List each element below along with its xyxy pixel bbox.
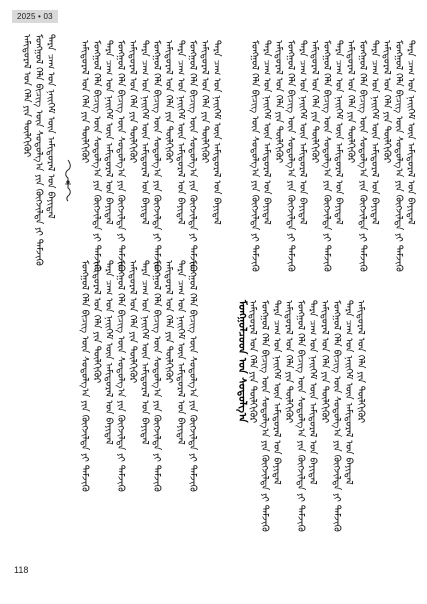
text-line: ᠲᠡᠷᠡ ᠴᠠᠭ ᠤᠨ ᠨᠡᠢᠭᠡᠮ ᠦᠨ ᠠᠮᠢᠳᠤᠷᠠᠯ ᠤᠨ ᠪᠠᠶᠢᠳᠠᠯ	[307, 300, 318, 485]
text-line: ᠮᠣᠩᠭᠣᠯ ᠬᠡᠯᠡ ᠪᠢᠴᠢᠭ ᠦᠨ ᠰᠤᠳᠤᠯᠭ᠎ᠠ ᠶᠢᠨ ᠬᠥᠭᠵᠢᠯᠲᠡ ᠶᠢ ᠳᠡᠮᠵᠢᠬᠦ	[321, 40, 332, 272]
text-line: ᠠᠮᠢᠳᠤᠷᠠᠯ ᠤᠨ ᠬᠡᠯᠡ ᠶᠢᠨ ᠲᠦᠯᠬᠢᠭᠦᠷ	[79, 40, 90, 164]
text-line: ᠮᠣᠩᠭᠣᠯ ᠬᠡᠯᠡ ᠪᠢᠴᠢᠭ ᠦᠨ ᠰᠤᠳᠤᠯᠭ᠎ᠠ ᠶᠢᠨ ᠬᠥᠭᠵᠢᠯᠲᠡ ᠶᠢ ᠳᠡᠮᠵᠢᠬᠦ	[79, 260, 90, 492]
text-line: ᠠᠮᠢᠳᠤᠷᠠᠯ ᠤᠨ ᠬᠡᠯᠡ ᠶᠢᠨ ᠲᠦᠯᠬᠢᠭᠦᠷ	[91, 260, 102, 384]
text-line: ᠲᠡᠷᠡ ᠴᠠᠭ ᠤᠨ ᠨᠡᠢᠭᠡᠮ ᠦᠨ ᠠᠮᠢᠳᠤᠷᠠᠯ ᠤᠨ ᠪᠠᠶᠢᠳᠠᠯ	[175, 260, 186, 445]
mongolian-section-ornament-icon	[63, 158, 73, 202]
text-line: ᠮᠣᠩᠭᠣᠯ ᠬᠡᠯᠡ ᠪᠢᠴᠢᠭ ᠦᠨ ᠰᠤᠳᠤᠯᠭ᠎ᠠ ᠶᠢᠨ ᠬᠥᠭᠵᠢᠯᠲᠡ ᠶᠢ ᠳᠡᠮᠵᠢᠬᠦ	[187, 260, 198, 492]
text-line: ᠲᠡᠷᠡ ᠴᠠᠭ ᠤᠨ ᠨᠡᠢᠭᠡᠮ ᠦᠨ ᠠᠮᠢᠳᠤᠷᠠᠯ ᠤᠨ ᠪᠠᠶᠢᠳᠠᠯ	[139, 40, 150, 225]
text-line: ᠲᠡᠷᠡ ᠴᠠᠭ ᠤᠨ ᠨᠡᠢᠭᠡᠮ ᠦᠨ ᠠᠮᠢᠳᠤᠷᠠᠯ ᠤᠨ ᠪᠠᠶᠢᠳᠠᠯ	[175, 40, 186, 225]
text-line: ᠲᠡᠷᠡ ᠴᠠᠭ ᠤᠨ ᠨᠡᠢᠭᠡᠮ ᠦᠨ ᠠᠮᠢᠳᠤᠷᠠᠯ ᠤᠨ ᠪᠠᠶᠢᠳᠠᠯ	[45, 34, 56, 219]
text-line: ᠠᠮᠢᠳᠤᠷᠠᠯ ᠤᠨ ᠬᠡᠯᠡ ᠶᠢᠨ ᠲᠦᠯᠬᠢᠭᠦᠷ	[319, 300, 330, 424]
text-line: ᠠᠮᠢᠳᠤᠷᠠᠯ ᠤᠨ ᠬᠡᠯᠡ ᠶᠢᠨ ᠲᠦᠯᠬᠢᠭᠦᠷ	[127, 260, 138, 384]
text-line: ᠲᠡᠷᠡ ᠴᠠᠭ ᠤᠨ ᠨᠡᠢᠭᠡᠮ ᠦᠨ ᠠᠮᠢᠳᠤᠷᠠᠯ ᠤᠨ ᠪᠠᠶᠢᠳᠠᠯ	[271, 300, 282, 485]
text-line: ᠠᠮᠢᠳᠤᠷᠠᠯ ᠤᠨ ᠬᠡᠯᠡ ᠶᠢᠨ ᠲᠦᠯᠬᠢᠭᠦᠷ	[273, 40, 284, 164]
text-line: ᠮᠣᠩᠭᠣᠯ ᠬᠡᠯᠡ ᠪᠢᠴᠢᠭ ᠦᠨ ᠰᠤᠳᠤᠯᠭ᠎ᠠ ᠶᠢᠨ ᠬᠥᠭᠵᠢᠯᠲᠡ ᠶᠢ ᠳᠡᠮᠵᠢᠬᠦ	[115, 40, 126, 272]
issue-tag: 2025 • 03	[12, 10, 58, 23]
text-line: ᠮᠣᠩᠭᠣᠯ ᠬᠡᠯᠡ ᠪᠢᠴᠢᠭ ᠦᠨ ᠰᠤᠳᠤᠯᠭ᠎ᠠ ᠶᠢᠨ ᠬᠥᠭᠵᠢᠯᠲᠡ ᠶᠢ ᠳᠡᠮᠵᠢᠬᠦ	[33, 34, 44, 266]
text-line: ᠮᠣᠩᠭᠣᠯ ᠬᠡᠯᠡ ᠪᠢᠴᠢᠭ ᠦᠨ ᠰᠤᠳᠤᠯᠭ᠎ᠠ ᠶᠢᠨ ᠬᠥᠭᠵᠢᠯᠲᠡ ᠶᠢ ᠳᠡᠮᠵᠢᠬᠦ	[393, 40, 404, 272]
text-line: ᠮᠣᠩᠭᠣᠯ ᠬᠡᠯᠡ ᠪᠢᠴᠢᠭ ᠦᠨ ᠰᠤᠳᠤᠯᠭ᠎ᠠ ᠶᠢᠨ ᠬᠥᠭᠵᠢᠯᠲᠡ ᠶᠢ ᠳᠡᠮᠵᠢᠬᠦ	[151, 40, 162, 272]
text-line: ᠲᠡᠷᠡ ᠴᠠᠭ ᠤᠨ ᠨᠡᠢᠭᠡᠮ ᠦᠨ ᠠᠮᠢᠳᠤᠷᠠᠯ ᠤᠨ ᠪᠠᠶᠢᠳᠠᠯ	[211, 40, 222, 225]
text-line: ᠮᠣᠩᠭᠣᠯ ᠬᠡᠯᠡ ᠪᠢᠴᠢᠭ ᠦᠨ ᠰᠤᠳᠤᠯᠭ᠎ᠠ ᠶᠢᠨ ᠬᠥᠭᠵᠢᠯᠲᠡ ᠶᠢ ᠳᠡᠮᠵᠢᠬᠦ	[285, 40, 296, 272]
text-line: ᠠᠮᠢᠳᠤᠷᠠᠯ ᠤᠨ ᠬᠡᠯᠡ ᠶᠢᠨ ᠲᠦᠯᠬᠢᠭᠦᠷ	[247, 300, 258, 424]
text-line: ᠠᠮᠢᠳᠤᠷᠠᠯ ᠤᠨ ᠬᠡᠯᠡ ᠶᠢᠨ ᠲᠦᠯᠬᠢᠭᠦᠷ	[163, 40, 174, 164]
text-line: ᠮᠣᠩᠭᠣᠯ ᠬᠡᠯᠡ ᠪᠢᠴᠢᠭ ᠦᠨ ᠰᠤᠳᠤᠯᠭ᠎ᠠ ᠶᠢᠨ ᠬᠥᠭᠵᠢᠯᠲᠡ ᠶᠢ ᠳᠡᠮᠵᠢᠬᠦ	[249, 40, 260, 272]
text-line: ᠠᠮᠢᠳᠤᠷᠠᠯ ᠤᠨ ᠬᠡᠯᠡ ᠶᠢᠨ ᠲᠦᠯᠬᠢᠭᠦᠷ	[355, 300, 366, 424]
text-line: ᠲᠡᠷᠡ ᠴᠠᠭ ᠤᠨ ᠨᠡᠢᠭᠡᠮ ᠦᠨ ᠠᠮᠢᠳᠤᠷᠠᠯ ᠤᠨ ᠪᠠᠶᠢᠳᠠᠯ	[261, 40, 272, 225]
page-number: 118	[14, 565, 29, 575]
text-line: ᠲᠡᠷᠡ ᠴᠠᠭ ᠤᠨ ᠨᠡᠢᠭᠡᠮ ᠦᠨ ᠠᠮᠢᠳᠤᠷᠠᠯ ᠤᠨ ᠪᠠᠶᠢᠳᠠᠯ	[103, 260, 114, 445]
text-line: ᠲᠡᠷᠡ ᠴᠠᠭ ᠤᠨ ᠨᠡᠢᠭᠡᠮ ᠦᠨ ᠠᠮᠢᠳᠤᠷᠠᠯ ᠤᠨ ᠪᠠᠶᠢᠳᠠᠯ	[333, 40, 344, 225]
text-line: ᠠᠮᠢᠳᠤᠷᠠᠯ ᠤᠨ ᠬᠡᠯᠡ ᠶᠢᠨ ᠲᠦᠯᠬᠢᠭᠦᠷ	[309, 40, 320, 164]
text-line: ᠠᠮᠢᠳᠤᠷᠠᠯ ᠤᠨ ᠬᠡᠯᠡ ᠶᠢᠨ ᠲᠦᠯᠬᠢᠭᠦᠷ	[381, 40, 392, 164]
text-line: ᠮᠣᠩᠭᠣᠯ ᠬᠡᠯᠡ ᠪᠢᠴᠢᠭ ᠦᠨ ᠰᠤᠳᠤᠯᠭ᠎ᠠ ᠶᠢᠨ ᠬᠥᠭᠵᠢᠯᠲᠡ ᠶᠢ ᠳᠡᠮᠵᠢᠬᠦ	[295, 300, 306, 532]
text-line: ᠲᠡᠷᠡ ᠴᠠᠭ ᠤᠨ ᠨᠡᠢᠭᠡᠮ ᠦᠨ ᠠᠮᠢᠳᠤᠷᠠᠯ ᠤᠨ ᠪᠠᠶᠢᠳᠠᠯ	[369, 40, 380, 225]
text-line: ᠠᠮᠢᠳᠤᠷᠠᠯ ᠤᠨ ᠬᠡᠯᠡ ᠶᠢᠨ ᠲᠦᠯᠬᠢᠭᠦᠷ	[199, 40, 210, 164]
text-line: ᠠᠮᠢᠳᠤᠷᠠᠯ ᠤᠨ ᠬᠡᠯᠡ ᠶᠢᠨ ᠲᠦᠯᠬᠢᠭᠦᠷ	[345, 40, 356, 164]
text-line: ᠮᠣᠩᠭᠣᠯ ᠬᠡᠯᠡ ᠪᠢᠴᠢᠭ ᠦᠨ ᠰᠤᠳᠤᠯᠭ᠎ᠠ ᠶᠢᠨ ᠬᠥᠭᠵᠢᠯᠲᠡ ᠶᠢ ᠳᠡᠮᠵᠢᠬᠦ	[187, 40, 198, 272]
section-heading: ᠮᠣᠩᠭᠣᠯᠴᠤᠳ ᠤᠨ ᠰᠤᠳᠤᠯᠭ᠎ᠠ	[236, 300, 248, 423]
text-line: ᠮᠣᠩᠭᠣᠯ ᠬᠡᠯᠡ ᠪᠢᠴᠢᠭ ᠦᠨ ᠰᠤᠳᠤᠯᠭ᠎ᠠ ᠶᠢᠨ ᠬᠥᠭᠵᠢᠯᠲᠡ ᠶᠢ ᠳᠡᠮᠵᠢᠬᠦ	[331, 300, 342, 532]
text-line: ᠠᠮᠢᠳᠤᠷᠠᠯ ᠤᠨ ᠬᠡᠯᠡ ᠶᠢᠨ ᠲᠦᠯᠬᠢᠭᠦᠷ	[163, 260, 174, 384]
text-line: ᠲᠡᠷᠡ ᠴᠠᠭ ᠤᠨ ᠨᠡᠢᠭᠡᠮ ᠦᠨ ᠠᠮᠢᠳᠤᠷᠠᠯ ᠤᠨ ᠪᠠᠶᠢᠳᠠᠯ	[139, 260, 150, 445]
text-line: ᠮᠣᠩᠭᠣᠯ ᠬᠡᠯᠡ ᠪᠢᠴᠢᠭ ᠦᠨ ᠰᠤᠳᠤᠯᠭ᠎ᠠ ᠶᠢᠨ ᠬᠥᠭᠵᠢᠯᠲᠡ ᠶᠢ ᠳᠡᠮᠵᠢᠬᠦ	[115, 260, 126, 492]
text-line: ᠮᠣᠩᠭᠣᠯ ᠬᠡᠯᠡ ᠪᠢᠴᠢᠭ ᠦᠨ ᠰᠤᠳᠤᠯᠭ᠎ᠠ ᠶᠢᠨ ᠬᠥᠭᠵᠢᠯᠲᠡ ᠶᠢ ᠳᠡᠮᠵᠢᠬᠦ	[357, 40, 368, 272]
text-line: ᠲᠡᠷᠡ ᠴᠠᠭ ᠤᠨ ᠨᠡᠢᠭᠡᠮ ᠦᠨ ᠠᠮᠢᠳᠤᠷᠠᠯ ᠤᠨ ᠪᠠᠶᠢᠳᠠᠯ	[103, 40, 114, 225]
text-line: ᠠᠮᠢᠳᠤᠷᠠᠯ ᠤᠨ ᠬᠡᠯᠡ ᠶᠢᠨ ᠲᠦᠯᠬᠢᠭᠦᠷ	[283, 300, 294, 424]
text-line: ᠮᠣᠩᠭᠣᠯ ᠬᠡᠯᠡ ᠪᠢᠴᠢᠭ ᠦᠨ ᠰᠤᠳᠤᠯᠭ᠎ᠠ ᠶᠢᠨ ᠬᠥᠭᠵᠢᠯᠲᠡ ᠶᠢ ᠳᠡᠮᠵᠢᠬᠦ	[91, 40, 102, 272]
text-line: ᠮᠣᠩᠭᠣᠯ ᠬᠡᠯᠡ ᠪᠢᠴᠢᠭ ᠦᠨ ᠰᠤᠳᠤᠯᠭ᠎ᠠ ᠶᠢᠨ ᠬᠥᠭᠵᠢᠯᠲᠡ ᠶᠢ ᠳᠡᠮᠵᠢᠬᠦ	[259, 300, 270, 532]
text-line: ᠲᠡᠷᠡ ᠴᠠᠭ ᠤᠨ ᠨᠡᠢᠭᠡᠮ ᠦᠨ ᠠᠮᠢᠳᠤᠷᠠᠯ ᠤᠨ ᠪᠠᠶᠢᠳᠠᠯ	[343, 300, 354, 485]
text-line: ᠠᠮᠢᠳᠤᠷᠠᠯ ᠤᠨ ᠬᠡᠯᠡ ᠶᠢᠨ ᠲᠦᠯᠬᠢᠭᠦᠷ	[21, 34, 32, 158]
text-line: ᠲᠡᠷᠡ ᠴᠠᠭ ᠤᠨ ᠨᠡᠢᠭᠡᠮ ᠦᠨ ᠠᠮᠢᠳᠤᠷᠠᠯ ᠤᠨ ᠪᠠᠶᠢᠳᠠᠯ	[297, 40, 308, 225]
text-line: ᠠᠮᠢᠳᠤᠷᠠᠯ ᠤᠨ ᠬᠡᠯᠡ ᠶᠢᠨ ᠲᠦᠯᠬᠢᠭᠦᠷ	[127, 40, 138, 164]
text-line: ᠲᠡᠷᠡ ᠴᠠᠭ ᠤᠨ ᠨᠡᠢᠭᠡᠮ ᠦᠨ ᠠᠮᠢᠳᠤᠷᠠᠯ ᠤᠨ ᠪᠠᠶᠢᠳᠠᠯ	[405, 40, 416, 225]
text-line: ᠮᠣᠩᠭᠣᠯ ᠬᠡᠯᠡ ᠪᠢᠴᠢᠭ ᠦᠨ ᠰᠤᠳᠤᠯᠭ᠎ᠠ ᠶᠢᠨ ᠬᠥᠭᠵᠢᠯᠲᠡ ᠶᠢ ᠳᠡᠮᠵᠢᠬᠦ	[151, 260, 162, 492]
